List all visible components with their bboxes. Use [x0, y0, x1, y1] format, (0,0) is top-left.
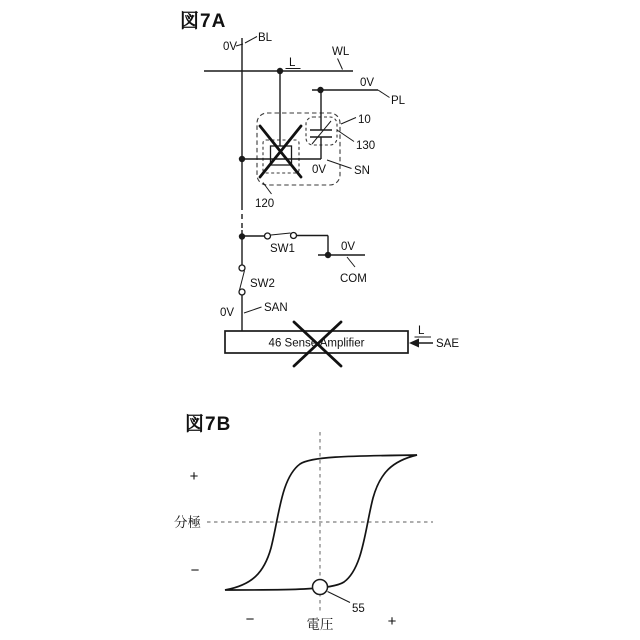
wl-leader: [338, 59, 343, 70]
capacitor-ref-label: 130: [356, 140, 376, 152]
switch-sw2: [239, 265, 245, 295]
com-voltage-label: 0V: [341, 241, 356, 253]
marker-55-circle: [313, 580, 328, 595]
y-axis-minus-label: −: [190, 562, 200, 579]
com-leader: [347, 257, 355, 267]
sn-voltage-label: 0V: [312, 164, 327, 176]
y-axis-label: 分極: [174, 515, 201, 530]
sw1-lever: [271, 233, 291, 235]
sae-level-label: L: [418, 325, 425, 337]
wl-label: WL: [332, 46, 350, 58]
sw2-lever: [240, 271, 245, 291]
sw1-contact-left: [265, 233, 271, 239]
sw1-label: SW1: [270, 243, 295, 255]
bl-leader: [245, 37, 257, 44]
tr-120-leader: [263, 183, 272, 195]
fig7b-title: 図7B: [185, 414, 232, 435]
sae-arrowhead: [409, 339, 419, 348]
transistor-ref-label: 120: [255, 198, 275, 210]
y-axis-plus-label: +: [189, 468, 199, 485]
bl-label: BL: [258, 32, 273, 44]
bl-sn-junction-dot: [239, 156, 245, 162]
x-axis-label: 電圧: [306, 617, 334, 632]
x-axis-plus-label: +: [387, 613, 397, 630]
san-voltage-label: 0V: [220, 307, 235, 319]
sw2-contact-bottom: [239, 289, 245, 295]
sae-arrow: [409, 339, 433, 348]
fig7a-title: 図7A: [180, 11, 227, 32]
san-label: SAN: [264, 302, 288, 314]
pl-voltage-label: 0V: [360, 77, 375, 89]
x-axis-minus-label: −: [245, 611, 255, 628]
san-leader: [244, 307, 262, 313]
sae-label: SAE: [436, 338, 460, 350]
bl-sw1-junction-dot: [239, 233, 245, 239]
pl-label: PL: [391, 95, 406, 107]
sw2-contact-top: [239, 265, 245, 271]
com-junction-dot: [325, 252, 331, 258]
pl-junction-dot: [317, 87, 323, 93]
marker-55-leader: [328, 592, 351, 603]
cell-10-leader: [341, 118, 356, 125]
com-label: COM: [340, 273, 367, 285]
sw2-label: SW2: [250, 278, 275, 290]
sw1-contact-right: [291, 233, 297, 239]
pl-leader: [378, 90, 390, 98]
ferro-capacitor-symbol: [310, 90, 332, 159]
sn-label: SN: [354, 165, 370, 177]
sense-amplifier-label: 46 Sense Amplifier: [268, 337, 365, 350]
wl-gate-junction-dot: [277, 68, 283, 74]
figure-7b: [174, 413, 433, 632]
bl-voltage-label: 0V: [223, 41, 238, 53]
figure-7a: [180, 10, 459, 366]
marker-55-label: 55: [352, 603, 365, 615]
wl-level-label: L: [289, 57, 296, 69]
sn-leader: [327, 160, 352, 169]
cell-ref-label: 10: [358, 114, 371, 126]
